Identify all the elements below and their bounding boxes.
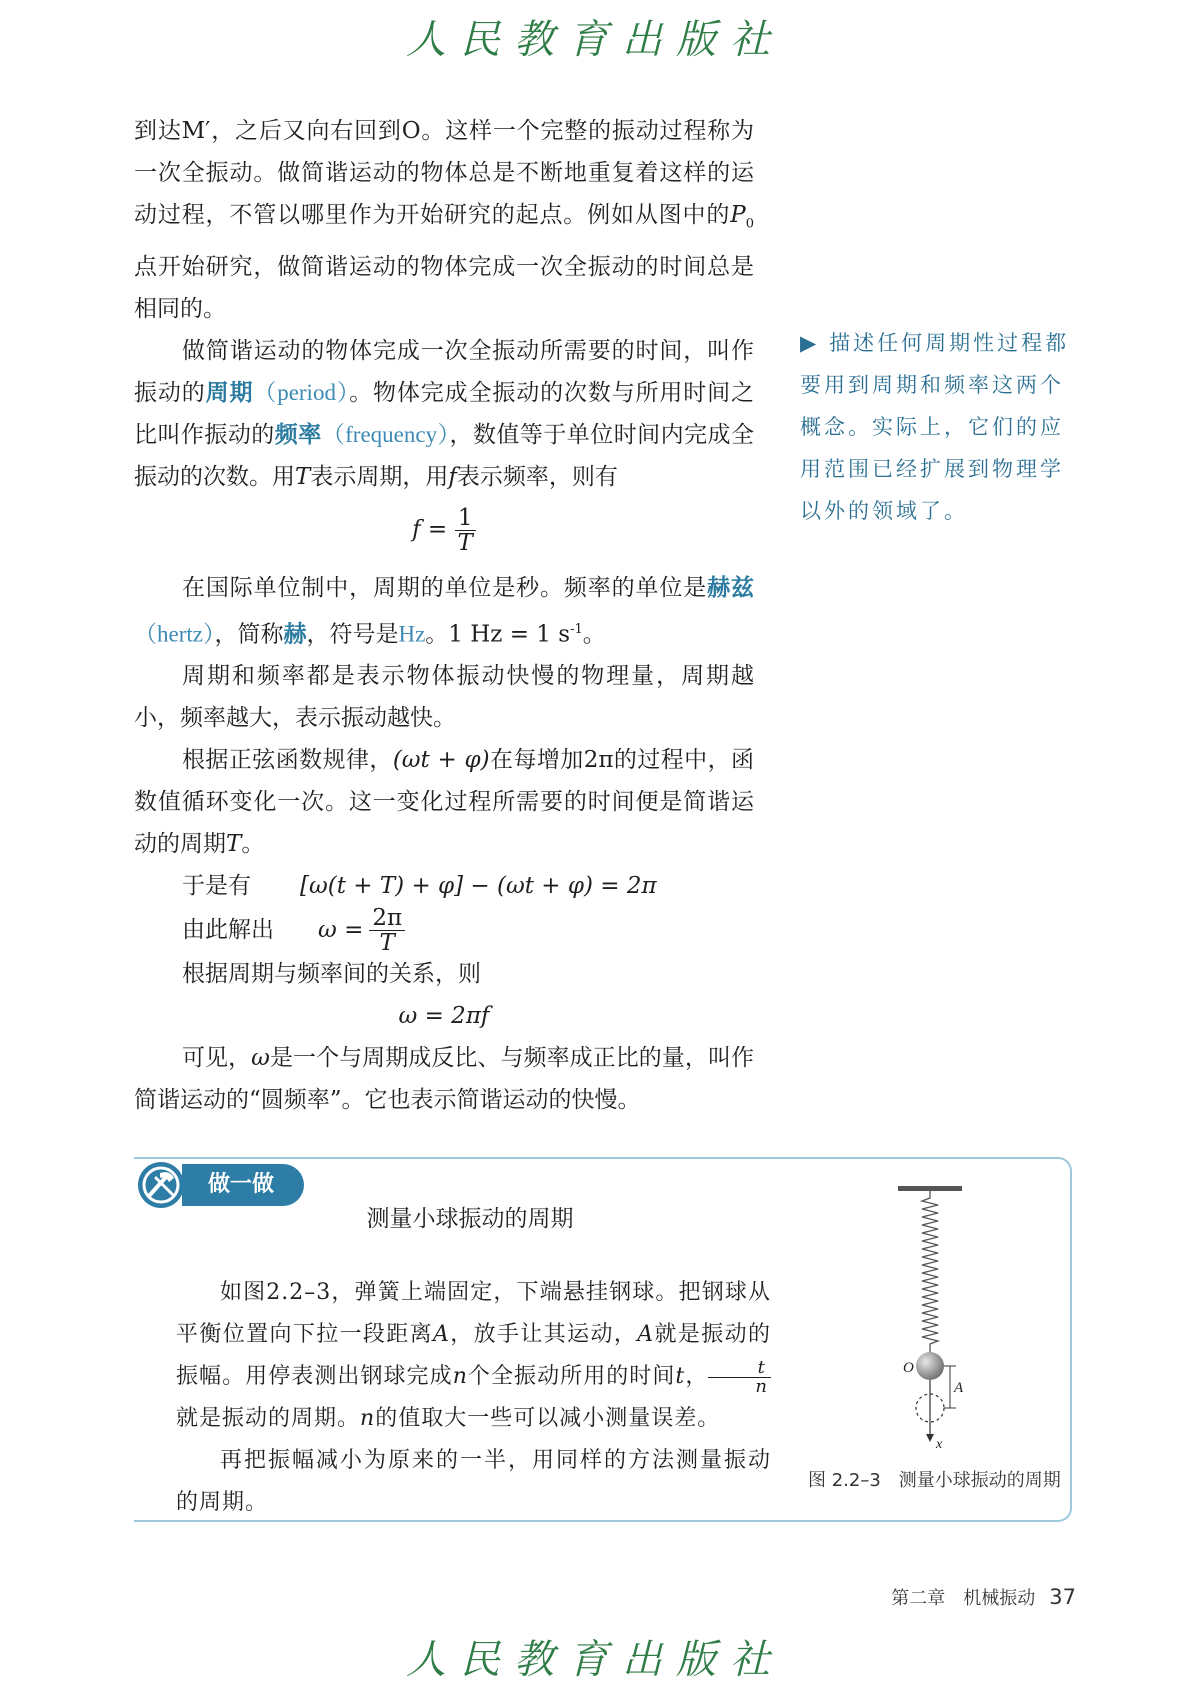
relation-line: 根据周期与频率间的关系，则 xyxy=(182,961,481,988)
main-text xyxy=(134,110,754,1121)
paragraph-1: 到达M′，之后又向右回到O。这样一个完整的振动过程称为一次全振动。做简谐运动的物体总是不断地重复着这样的运动过程，不管以哪里作为开始研究的起点。例如从图中的$P_0$点开始研究，做简谐运动的物体完成一次全振动的时间总是相同的。 xyxy=(134,118,754,322)
steel-ball xyxy=(916,1352,944,1380)
figure-caption: 图 2.2–3 测量小球振动的周期 xyxy=(808,1470,1061,1491)
term-period: 周期 xyxy=(205,379,254,406)
activity-badge: 做一做 xyxy=(182,1164,304,1206)
equation-row-2: 于是有 [ω(t + T) + φ] − (ωt + φ) = 2π xyxy=(182,873,657,900)
activity-text xyxy=(176,1272,771,1524)
publisher-logo-bottom: 人民教育出版社 xyxy=(406,1637,784,1683)
paragraph-6: 可见，ω是一个与周期成反比、与频率成正比的量，叫作简谐运动的“圆频率”。它也表示简谐运动的快慢。 xyxy=(134,1045,755,1114)
term-frequency: 频率 xyxy=(274,421,322,448)
label-x: x xyxy=(936,1437,943,1452)
spring-coil xyxy=(922,1191,938,1352)
activity-title: 测量小球振动的周期 xyxy=(366,1206,574,1232)
spring-diagram xyxy=(880,1186,980,1456)
term-hertz: 赫兹 xyxy=(707,574,755,601)
publisher-logo-top: 人民教育出版社 xyxy=(406,17,784,63)
label-A: A xyxy=(954,1380,964,1396)
page-footer xyxy=(880,1584,1076,1610)
ceiling-mount xyxy=(898,1186,962,1191)
paragraph-2: 做简谐运动的物体完成一次全振动所需要的时间，叫作振动的周期（period）。物体完成全振动的次数与所用时间之比叫作振动的频率（frequency），数值等于单位时间内完成全振动的次数。用T表示周期，用f表示频率，则有 xyxy=(134,337,755,490)
sidenote: ▶ 描述任何周期性过程都要用到周期和频率这两个概念。实际上，它们的应用范围已经扩展到物理学以外的领域了。 xyxy=(800,322,1078,532)
page-number: 37 xyxy=(1049,1585,1076,1609)
activity-paragraph-1: 如图2.2–3，弹簧上端固定，下端悬挂钢球。把钢球从平衡位置向下拉一段距离A，放手让其运动，A就是振动的振幅。用停表测出钢球完成n个全振动所用的时间t， $\frac{t}{n}$ 就是振动的周期。n的值取大一些可以减小测量误差。 xyxy=(176,1280,771,1431)
equation-omega: ω = 2πf xyxy=(398,1003,490,1030)
paragraph-4: 周期和频率都是表示物体振动快慢的物理量，周期越小，频率越大，表示振动越快。 xyxy=(134,663,754,732)
equation-row-3: 由此解出 ω = $\frac{2\pi}{T}$ xyxy=(134,907,754,953)
activity-paragraph-2: 再把振幅减小为原来的一半，用同样的方法测量振动的周期。 xyxy=(176,1448,771,1515)
triangle-marker-icon: ▶ xyxy=(800,331,820,355)
paragraph-3: 在国际单位制中，周期的单位是秒。频率的单位是赫兹（hertz），简称赫，符号是Hz。1 Hz = 1 $s^{-1}$。 xyxy=(134,574,755,648)
chapter-label: 第二章 机械振动 xyxy=(891,1588,1036,1609)
label-O: O xyxy=(903,1360,914,1376)
equation-f: f = $\frac{1}{T}$ xyxy=(134,506,754,555)
paragraph-5: 根据正弦函数规律，(ωt + φ)在每增加2π的过程中，函数值循环变化一次。这一变化过程所需要的时间便是简谐运动的周期T。 xyxy=(134,747,755,858)
